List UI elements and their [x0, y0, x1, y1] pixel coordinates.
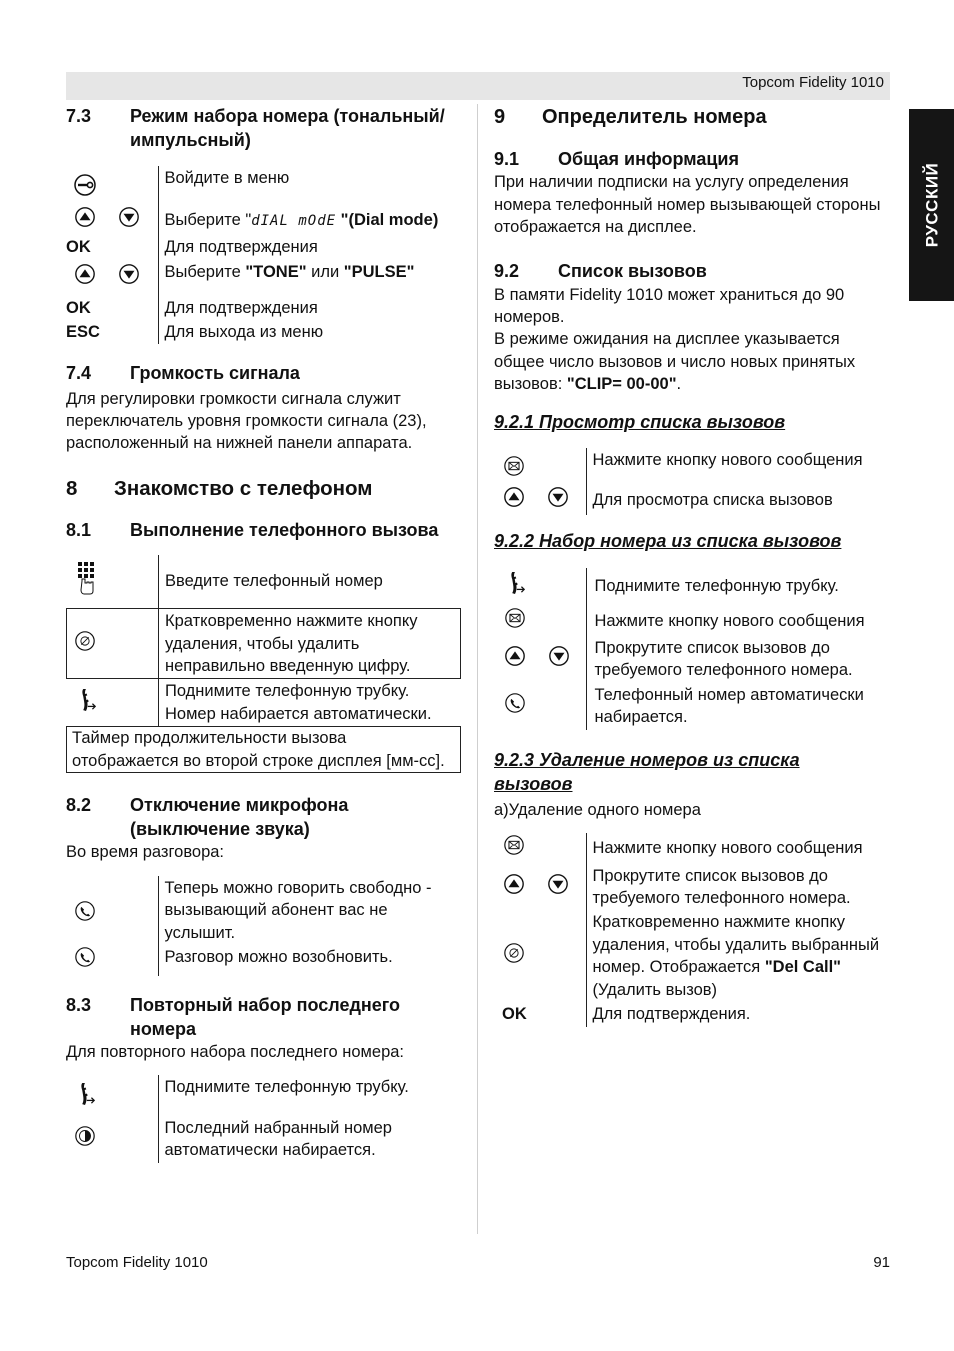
section-8-3-heading: 8.3 Повторный набор последнего номера — [66, 994, 401, 1039]
section-8-2-intro: Во время разговора: — [66, 843, 225, 862]
table-row: Кратковременно нажмите кнопку удаления, чтобы удалить выбранный номер. Отображается "Del Call" (Удалить вызов) — [494, 910, 892, 1002]
section-8-heading: 8 Знакомство с телефоном — [66, 476, 373, 500]
down-arrow-icon — [118, 263, 140, 285]
section-8-1-note: Таймер продолжительности вызова отображается во второй строке дисплея [мм-сс]. — [66, 726, 461, 773]
table-row: OK Для подтверждения — [66, 296, 462, 320]
language-tab — [909, 109, 954, 301]
message-key-icon — [504, 607, 526, 629]
table-row: Теперь можно говорить свободно - вызывающий абонент вас не услышит. — [66, 876, 462, 945]
table-row: Прокрутите список вызовов до требуемого телефонного номера. — [494, 636, 892, 683]
down-arrow-icon — [118, 206, 140, 228]
table-row: OK Для подтверждения — [66, 235, 462, 259]
down-arrow-icon — [547, 486, 569, 508]
section-9-1-heading: 9.1 Общая информация — [494, 149, 739, 169]
section-9-2-body-2: В режиме ожидания на дисплее указывается общее число вызовов и число новых принятых вызовов: "CLIP= 00-00". — [494, 330, 856, 394]
table-row: Поднимите телефонную трубку. Номер набирается автоматически. — [67, 679, 461, 726]
message-key-icon — [503, 455, 525, 477]
off-hook-icon — [74, 1080, 96, 1108]
table-row: OK Для подтверждения. — [494, 1002, 892, 1026]
table-row: Поднимите телефонную трубку. — [494, 568, 892, 606]
ok-key-label: OK — [502, 1005, 527, 1024]
table-row: Телефонный номер автоматически набирается. — [494, 683, 892, 730]
section-9-2-body-1: В памяти Fidelity 1010 может храниться до 90 номеров. — [494, 285, 845, 326]
down-arrow-icon — [548, 645, 570, 667]
clip-display-value: "CLIP= 00-00" — [566, 375, 677, 394]
table-row: Нажмите кнопку нового сообщения — [494, 448, 892, 484]
table-row: Нажмите кнопку нового сообщения — [494, 606, 892, 636]
off-hook-icon — [504, 569, 526, 597]
header-title: Topcom Fidelity 1010 — [742, 74, 884, 91]
right-column — [494, 104, 892, 1027]
phone-key-icon — [74, 946, 96, 968]
table-row: Введите телефонный номер — [67, 555, 461, 609]
lcd-text: dIAL mOdE — [251, 212, 337, 229]
ok-key-label: OK — [66, 238, 91, 257]
section-8-2-table — [66, 876, 462, 976]
up-arrow-icon — [504, 645, 526, 667]
phone-key-icon — [74, 900, 96, 922]
section-9-heading: 9 Определитель номера — [494, 106, 767, 128]
page-header — [66, 72, 890, 100]
section-9-2-heading: 9.2 Список вызовов — [494, 261, 707, 282]
table-row: ESC Для выхода из меню — [66, 320, 462, 344]
table-row: Выберите "TONE" или "PULSE" — [66, 260, 462, 296]
row-text: Войдите в меню — [158, 166, 462, 204]
up-arrow-icon — [503, 873, 525, 895]
table-row: Нажмите кнопку нового сообщения — [494, 833, 892, 863]
section-9-2-3-heading: 9.2.3 Удаление номеров из списка вызовов — [494, 749, 800, 795]
message-key-icon — [503, 834, 525, 856]
section-8-2-heading: 8.2 Отключение микрофона (выключение звука) — [66, 795, 349, 840]
esc-key-label: ESC — [66, 322, 100, 341]
column-divider — [477, 104, 478, 1234]
keypad-icon — [76, 561, 98, 595]
table-row: Кратковременно нажмите кнопку удаления, чтобы удалить неправильно введенную цифру. — [67, 609, 461, 679]
section-7-4-body: Для регулировки громкости сигнала служит переключатель уровня громкости сигнала (23), расположенный на нижней панели аппарата. — [66, 389, 427, 453]
language-tab-label: РУССКИЙ — [921, 162, 941, 248]
up-arrow-icon — [503, 486, 525, 508]
section-7-3-table — [66, 166, 462, 344]
section-9-2-1-table — [494, 448, 892, 515]
section-9-2-1-heading: 9.2.1 Просмотр списка вызовов — [494, 411, 786, 432]
delete-key-icon — [503, 942, 525, 964]
section-9-2-2-table — [494, 568, 892, 730]
section-7-3-heading: 7.3 Режим набора номера (тональный/импульсный) — [66, 106, 445, 151]
down-arrow-icon — [547, 873, 569, 895]
section-8-1-table — [66, 555, 461, 727]
section-9-2-3-intro: a)Удаление одного номера — [494, 800, 701, 819]
section-8-3-table — [66, 1075, 462, 1162]
table-row: Для просмотра списка вызовов — [494, 485, 892, 515]
section-8-3-intro: Для повторного набора последнего номера: — [66, 1042, 405, 1061]
left-column — [66, 104, 462, 1163]
up-arrow-icon — [74, 263, 96, 285]
delete-key-icon — [74, 630, 96, 652]
table-row: Выберите "dIAL mOdE "(Dial mode) — [66, 205, 462, 235]
section-9-2-2-heading: 9.2.2 Набор номера из списка вызовов — [494, 531, 842, 552]
page-number: 91 — [873, 1254, 890, 1271]
table-row: Разговор можно возобновить. — [66, 945, 462, 975]
table-row — [66, 166, 462, 204]
table-row: Прокрутите список вызовов до требуемого телефонного номера. — [494, 864, 892, 911]
phone-key-icon — [504, 692, 526, 714]
section-7-4-heading: 7.4 Громкость сигнала — [66, 363, 300, 384]
footer-title: Topcom Fidelity 1010 — [66, 1254, 208, 1271]
section-9-1-body: При наличии подписки на услугу определения номера телефонный номер вызывающей стороны отображается на дисплее. — [494, 173, 881, 236]
menu-key-icon — [73, 173, 97, 197]
off-hook-icon — [75, 686, 97, 714]
section-8-1-heading: 8.1 Выполнение телефонного вызова — [66, 520, 439, 541]
ok-key-label: OK — [66, 298, 91, 317]
section-9-2-3-table — [494, 833, 892, 1027]
redial-key-icon — [74, 1125, 96, 1147]
table-row: Последний набранный номер автоматически набирается. — [66, 1116, 462, 1163]
table-row: Поднимите телефонную трубку. — [66, 1075, 462, 1115]
up-arrow-icon — [74, 206, 96, 228]
